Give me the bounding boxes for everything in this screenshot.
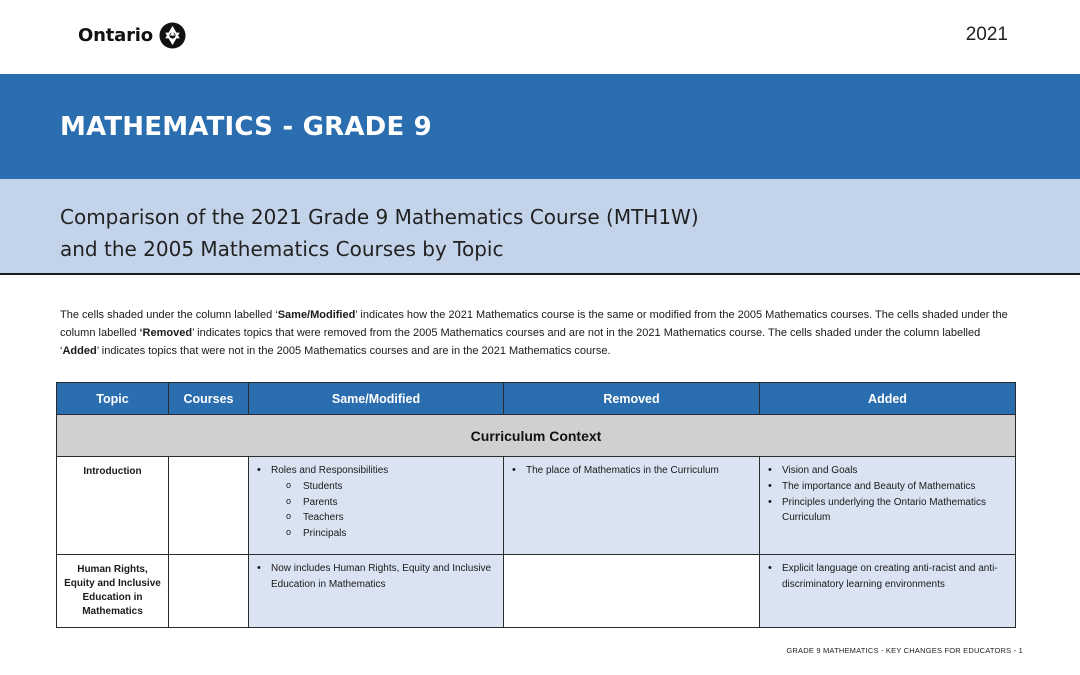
intro-paragraph <box>60 306 1020 360</box>
col-header-added: Added <box>760 383 1016 415</box>
list-item-text: Roles and Responsibilities <box>271 465 389 476</box>
topic-cell: Introduction <box>57 457 169 555</box>
list-item: • The importance and Beauty of Mathematics <box>782 479 1009 495</box>
intro-bold-added: Added <box>62 345 97 357</box>
table-row <box>57 555 1016 628</box>
table-row <box>57 457 1016 555</box>
col-header-courses: Courses <box>169 383 249 415</box>
same-modified-cell <box>249 555 504 628</box>
comparison-table <box>56 382 1016 628</box>
document-year: 2021 <box>965 24 1008 45</box>
intro-bold-removed: ‘Removed <box>139 327 193 339</box>
section-heading: Curriculum Context <box>57 415 1016 457</box>
subtitle-banner <box>0 179 1080 275</box>
intro-bold-same-modified: Same/Modified <box>277 309 356 321</box>
page-subtitle <box>60 201 699 265</box>
removed-cell <box>504 457 760 555</box>
intro-text: ’ indicates topics that were not in the 2005 Mathematics courses and are in the 2021 Mathematics course. <box>96 345 611 357</box>
page-title: MATHEMATICS - GRADE 9 <box>60 112 432 142</box>
same-modified-cell <box>249 457 504 555</box>
subtitle-line-1: Comparison of the 2021 Grade 9 Mathematics Course (MTH1W) <box>60 205 699 229</box>
sub-list-item: o Students <box>303 479 497 495</box>
list-item <box>271 463 497 542</box>
sub-list-item: o Teachers <box>303 510 497 526</box>
list-item: • Explicit language on creating anti-racist and anti-discriminatory learning environments <box>782 561 1009 593</box>
col-header-topic: Topic <box>57 383 169 415</box>
list-item: • The place of Mathematics in the Curriculum <box>526 463 753 479</box>
sub-list-item: o Parents <box>303 495 497 511</box>
title-banner <box>0 74 1080 179</box>
sub-list-item: o Principals <box>303 526 497 542</box>
col-header-removed: Removed <box>504 383 760 415</box>
added-cell <box>760 555 1016 628</box>
logo-wordmark: Ontario <box>78 25 153 46</box>
removed-cell <box>504 555 760 628</box>
courses-cell <box>169 555 249 628</box>
list-item: • Principles underlying the Ontario Mathematics Curriculum <box>782 495 1009 527</box>
section-row <box>57 415 1016 457</box>
intro-text: ’ indicates topics that were removed from the 2005 Mathematics courses and are not in the 2021 Mathematics course. The cells shaded under the column labelled ‘ <box>60 327 981 357</box>
intro-text: ’ indicates how the 2021 Mathematics course is the same or modified from the 2005 Mathematics courses. The cells shaded under the column labelled <box>60 309 1008 339</box>
table-header-row <box>57 383 1016 415</box>
trillium-icon <box>159 22 186 49</box>
subtitle-line-2: and the 2005 Mathematics Courses by Topic <box>60 237 504 261</box>
intro-text: The cells shaded under the column labelled ‘ <box>60 309 278 321</box>
topic-cell: Human Rights, Equity and Inclusive Education in Mathematics <box>57 555 169 628</box>
ontario-logo[interactable] <box>78 22 186 49</box>
list-item: • Vision and Goals <box>782 463 1009 479</box>
added-cell <box>760 457 1016 555</box>
courses-cell <box>169 457 249 555</box>
list-item: • Now includes Human Rights, Equity and Inclusive Education in Mathematics <box>271 561 497 593</box>
col-header-same-modified: Same/Modified <box>249 383 504 415</box>
page-footer: GRADE 9 MATHEMATICS - KEY CHANGES FOR EDUCATORS - 1 <box>786 646 1023 655</box>
